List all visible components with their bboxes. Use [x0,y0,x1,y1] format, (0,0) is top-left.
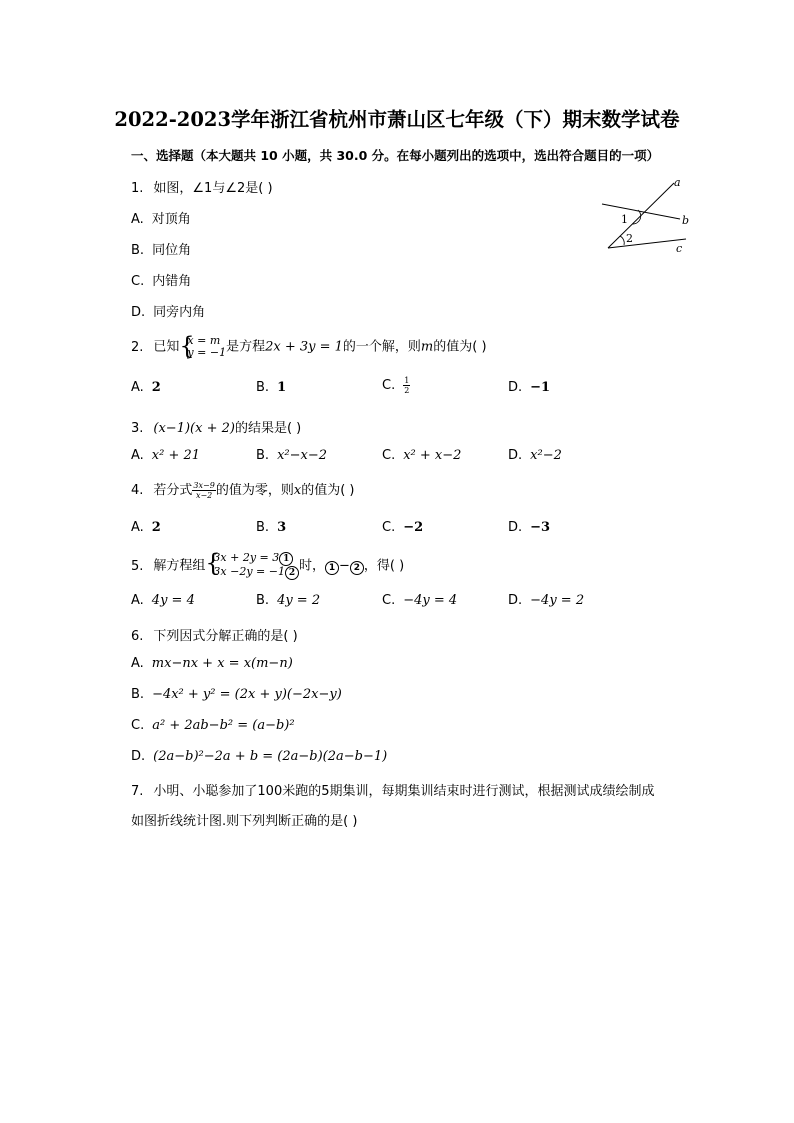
question-7-continued: 如图折线统计图.则下列判断正确的是( ) [131,814,358,829]
q1-option-a: A. 对顶角 [131,212,191,227]
question-number: 1. [131,181,144,196]
question-7: 7. 小明、小聪参加了100米跑的5期集训，每期集训结束时进行测试，根据测试成绩绘制成 [131,784,655,799]
fraction-expression: $\frac{3x-9}{x-2}$ [193,481,215,500]
q5-option-c: C. −4y = 4 [382,593,458,608]
line-c [608,239,686,248]
label-c: c [676,242,683,255]
circled-2: 2 [350,561,364,575]
q2-option-a: A. 2 [131,380,161,395]
label-angle-2: 2 [626,232,633,245]
label-a: a [674,176,681,189]
q6-option-d: D. (2a−b)²−2a + b = (2a−b)(2a−b−1) [131,749,388,764]
equation-system: { x = m y = −1 [179,332,227,360]
angle-figure [598,172,698,257]
question-1 [131,177,273,196]
question-6: 6. 下列因式分解正确的是( ) [131,629,298,644]
question-number: 5. [131,558,144,574]
q3-option-d: D. x²−2 [508,448,562,463]
q2-option-b: B. 1 [256,380,287,395]
fraction-one-half: $\frac{1}{2}$ [404,376,410,395]
question-5: 5. 解方程组 { 3x + 2y = 3 1 3x −2y = −1 2 时， 1 − 2 ，得( ) [131,549,405,578]
q3-option-b: B. x²−x−2 [256,448,327,463]
section-heading: 一、选择题（本大题共 10 小题，共 30.0 分。在每小题列出的选项中，选出符合题目的一项） [131,148,660,163]
question-number: 7. [131,784,144,799]
q4-option-c: C. −2 [382,520,424,535]
label-b: b [682,214,690,227]
q6-option-c: C. a² + 2ab−b² = (a−b)² [131,718,295,733]
question-4: 4. 若分式 $\frac{3x-9}{x-2}$ 的值为零，则x的值为( ) [131,481,355,500]
question-2: 2. 已知 { x = m y = −1 是方程2x + 3y = 1的一个解，则m的值为( ) [131,332,487,360]
circled-2: 2 [285,566,299,580]
q6-option-a: A. mx−nx + x = x(m−n) [131,656,293,671]
q1-option-c: C. 内错角 [131,274,192,289]
q2-option-d: D. −1 [508,380,551,395]
q1-option-b: B. 同位角 [131,243,192,258]
question-text: 如图，∠1与∠2是( ) [153,181,273,196]
q4-option-a: A. 2 [131,520,161,535]
question-number: 2. [131,339,144,355]
question-3: 3. (x−1)(x + 2)的结果是( ) [131,421,302,436]
q1-option-d: D. 同旁内角 [131,305,206,320]
label-angle-1: 1 [621,213,628,226]
q5-option-a: A. 4y = 4 [131,593,195,608]
circled-1: 1 [279,552,293,566]
question-number: 6. [131,629,144,644]
angle-2-arc [620,236,624,245]
question-number: 4. [131,483,144,498]
q4-option-d: D. −3 [508,520,551,535]
equation-system: { 3x + 2y = 3 1 3x −2y = −1 2 [205,552,299,580]
circled-1: 1 [325,561,339,575]
q3-option-c: C. x² + x−2 [382,448,462,463]
q6-option-b: B. −4x² + y² = (2x + y)(−2x−y) [131,687,342,702]
q2-option-c: C. $\frac{1}{2}$ [382,376,410,395]
q5-option-d: D. −4y = 2 [508,593,585,608]
q3-option-a: A. x² + 21 [131,448,201,463]
page-title: 2022-2023学年浙江省杭州市萧山区七年级（下）期末数学试卷 [114,108,680,131]
q4-option-b: B. 3 [256,520,287,535]
question-number: 3. [131,421,144,436]
q5-option-b: B. 4y = 2 [256,593,321,608]
